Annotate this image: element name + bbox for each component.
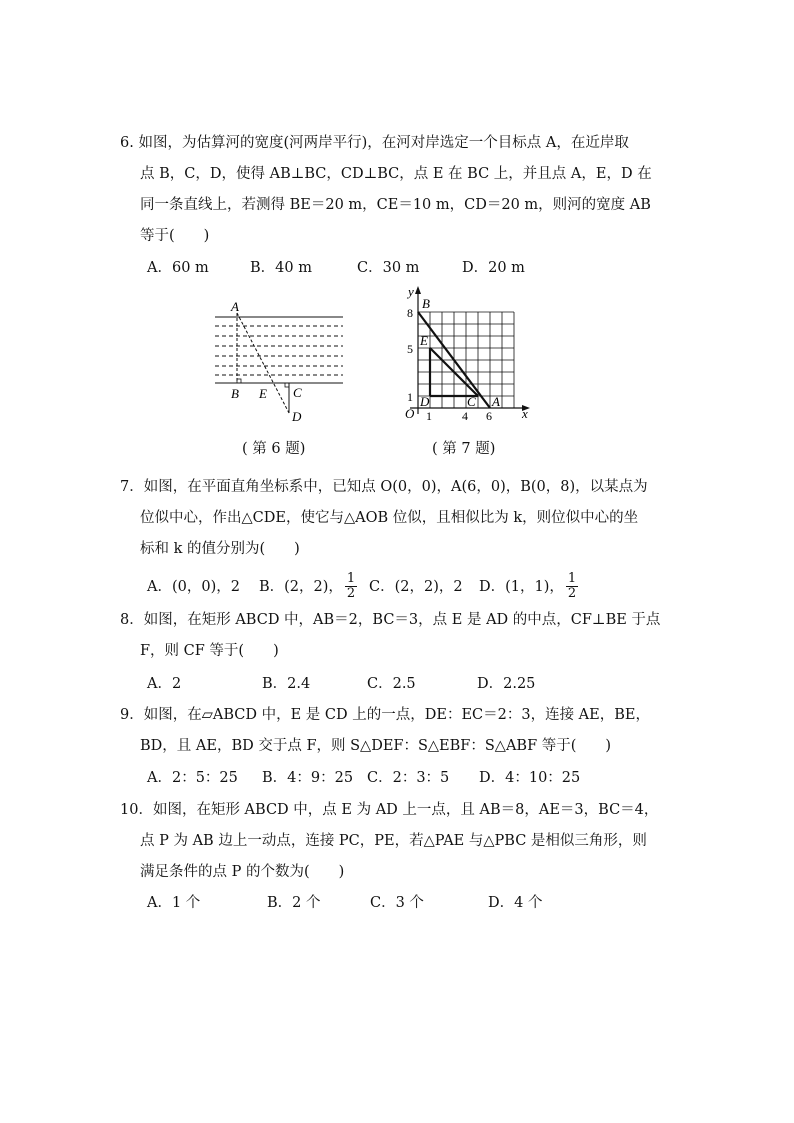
q6-line-3: 同一条直线上，若测得 BE＝20 m，CE＝10 m，CD＝20 m，则河的宽度 AB [140,197,651,213]
tick-x-6: 6 [486,409,492,422]
label-a: A [231,299,239,314]
q8-option-c[interactable]: C．2.5 [367,676,416,692]
y-axis-arrow [415,286,421,294]
q7-line-2: 位似中心，作出△CDE，使它与△AOB 位似，且相似比为 k，则位似中心的坐 [140,510,639,526]
q10-option-a[interactable]: A．1 个 [147,895,201,911]
fraction-numerator: 1 [567,571,577,586]
question-8 [120,605,680,667]
q7-option-b-text: B．(2，2)， [259,578,343,595]
q7-option-c[interactable]: C．(2，2)，2 [369,578,463,595]
q7-line-3: 标和 k 的值分别为( ) [140,541,300,557]
figure-7-grid [396,282,536,422]
q8-line-1: 8．如图，在矩形 ABCD 中，AB＝2，BC＝3，点 E 是 AD 的中点，CF⊥BE 于点 [120,612,661,628]
question-7 [120,472,680,565]
fraction-numerator: 1 [346,571,356,586]
fraction-one-half [566,572,578,601]
q9-option-b[interactable]: B．4：9：25 [262,770,354,786]
q8-option-d[interactable]: D．2.25 [477,676,536,692]
label-y: y [408,284,414,299]
label-b: B [231,386,239,401]
fraction-denominator: 2 [346,586,356,601]
fraction-one-half [345,572,357,601]
tick-x-1: 1 [426,409,432,422]
tick-y-5: 5 [407,342,413,356]
label-d: D [420,394,430,409]
q7-option-b[interactable] [259,572,369,601]
question-6 [120,128,680,252]
caption-figure-7: ( 第 7 题) [432,441,496,457]
label-e: E [259,386,267,401]
q10-option-b[interactable]: B．2 个 [267,895,321,911]
label-x: x [522,406,528,421]
q7-option-d[interactable] [479,572,580,601]
label-d: D [292,409,302,424]
fraction-denominator: 2 [567,586,577,601]
q6-options [147,256,525,280]
q10-options [147,891,542,915]
q7-line-1: 7．如图，在平面直角坐标系中，已知点 O(0，0)，A(6，0)，B(0，8)，以某点为 [120,479,648,495]
label-o: O [405,406,415,421]
q7-options [147,572,580,601]
q6-line-2: 点 B，C，D，使得 AB⊥BC，CD⊥BC，点 E 在 BC 上，并且点 A，E，D 在 [140,166,652,182]
q8-options [147,672,535,696]
q10-line-1: 10．如图，在矩形 ABCD 中，点 E 为 AD 上一点，且 AB＝8，AE＝3，BC＝4， [120,802,659,818]
q9-option-a[interactable]: A．2：5：25 [147,770,238,786]
tick-y-8: 8 [407,306,413,320]
q6-line-4: 等于( ) [140,228,210,244]
q9-option-c[interactable]: C．2：3：5 [367,770,450,786]
q8-option-b[interactable]: B．2.4 [262,676,311,692]
question-10 [120,795,680,888]
q7-option-d-text: D．(1，1)， [479,578,564,595]
label-b: B [422,296,430,311]
q9-option-d[interactable]: D．4：10：25 [479,770,581,786]
tick-x-4: 4 [462,409,468,422]
q10-line-3: 满足条件的点 P 的个数为( ) [140,864,345,880]
q6-option-a[interactable]: A．60 m [147,260,209,276]
q10-option-d[interactable]: D．4 个 [488,895,543,911]
right-angle-b [237,379,241,383]
q8-option-a[interactable]: A．2 [147,676,182,692]
q6-line-1: 6. 如图，为估算河的宽度(河两岸平行)，在河对岸选定一个目标点 A，在近岸取 [120,135,629,151]
q9-line-2: BD，且 AE，BD 交于点 F，则 S△DEF：S△EBF：S△ABF 等于( ) [140,738,612,754]
q9-line-1: 9．如图，在▱ABCD 中，E 是 CD 上的一点，DE：EC＝2：3，连接 AE，BE， [120,707,650,723]
q8-line-2: F，则 CF 等于( ) [140,643,279,659]
q7-option-a[interactable]: A．(0，0)，2 [147,578,240,595]
label-e: E [420,333,428,348]
label-a: A [492,394,500,409]
q10-option-c[interactable]: C．3 个 [370,895,424,911]
label-c: C [293,385,302,400]
label-c: C [467,394,476,409]
q6-option-c[interactable]: C．30 m [357,260,420,276]
q9-options [147,766,580,790]
q10-line-2: 点 P 为 AB 边上一动点，连接 PC，PE，若△PAE 与△PBC 是相似三角形，则 [140,833,647,849]
figure-6-river [205,295,350,425]
tick-y-1: 1 [407,390,413,404]
question-9 [120,700,680,762]
caption-figure-6: ( 第 6 题) [242,441,306,457]
q6-option-b[interactable]: B．40 m [250,260,312,276]
right-angle-c [285,383,289,387]
q6-option-d[interactable]: D．20 m [462,260,525,276]
